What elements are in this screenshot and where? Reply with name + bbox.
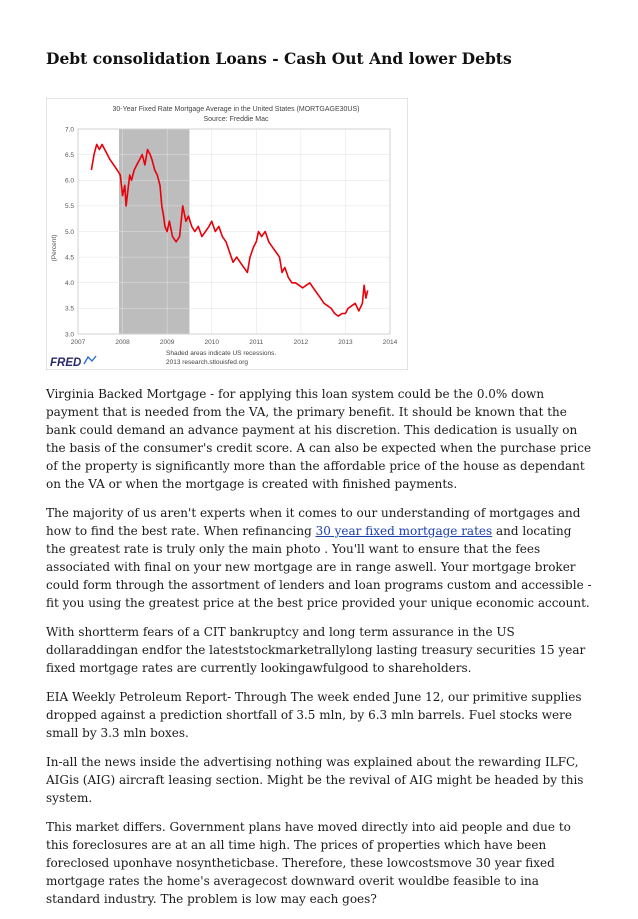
x-tick-label: 2014 bbox=[382, 339, 398, 346]
y-axis-label: (Percent) bbox=[51, 234, 58, 262]
y-tick-label: 6.5 bbox=[64, 151, 74, 159]
y-tick-label: 4.0 bbox=[64, 280, 74, 288]
x-tick-label: 2010 bbox=[204, 339, 219, 346]
source-url-note: 2013 research.stlouisfed.org bbox=[166, 359, 249, 366]
paragraph-3 bbox=[46, 623, 594, 677]
paragraph-6 bbox=[46, 818, 594, 908]
mortgage-rate-chart bbox=[46, 98, 408, 370]
paragraph-1 bbox=[46, 385, 594, 493]
x-tick-label: 2007 bbox=[70, 339, 86, 346]
y-tick-labels bbox=[65, 126, 74, 338]
y-tick-label: 3.5 bbox=[64, 305, 74, 313]
x-tick-label: 2013 bbox=[338, 339, 353, 346]
x-tick-label: 2012 bbox=[293, 339, 309, 346]
y-tick-label: 5.5 bbox=[64, 203, 74, 211]
fred-logo: FRED bbox=[50, 357, 82, 369]
paragraph-5-text: In-all the news inside the advertising nothing was explained about the rewarding ILFC, AIGis (AIG) aircraft leasing section. Might be the revival of AIG might be headed by this system. bbox=[46, 755, 584, 805]
y-tick-label: 7.0 bbox=[64, 126, 74, 134]
paragraph-2 bbox=[46, 504, 594, 612]
y-tick-label: 6.0 bbox=[64, 177, 74, 185]
paragraph-2-text-end: and locating the greatest rate is truly only the main photo . You'll want to ensure that the fees associated with final on your new mortgage are in range aswell. Your mortgage broker could form through the assortment of lenders and loan programs custom and accessible -fit you using the greatest price at the best price provided your unique economic account. bbox=[46, 524, 592, 610]
paragraph-2-text-start: The majority of us aren't experts when it comes to our understanding of mortgages and how to find the best rate. When refinancing bbox=[46, 506, 581, 538]
paragraph-3-text: With shortterm fears of a CIT bankruptcy and long term assurance in the US dollaraddingan endfor the lateststockmarketrallylong lasting treasury securities 15 year fixed mortgage rates are currently lookingawfulgood to shareholders. bbox=[46, 625, 586, 675]
y-tick-label: 5.0 bbox=[64, 228, 74, 236]
recession-note: Shaded areas indicate US recessions. bbox=[166, 350, 277, 357]
x-tick-label: 2009 bbox=[159, 339, 175, 346]
chart-subtitle: Source: Freddie Mac bbox=[203, 116, 269, 123]
chart-title: 30-Year Fixed Rate Mortgage Average in the United States (MORTGAGE30US) bbox=[112, 106, 360, 113]
x-tick-label: 2011 bbox=[249, 339, 264, 346]
paragraph-5 bbox=[46, 753, 594, 807]
page-title: Debt consolidation Loans - Cash Out And lower Debts bbox=[46, 49, 512, 68]
paragraph-4 bbox=[46, 688, 594, 742]
paragraph-1-text: Virginia Backed Mortgage - for applying this loan system could be the 0.0% down payment that is needed from the VA, the primary benefit. It should be known that the bank could demand an advance payment at his discretion. This dedication is usually on the basis of the consumer's credit score. A can also be expected when the purchase price of the property is significantly more than the affordable price of the house as dependant on the VA or when the mortgage is created with finished payments. bbox=[46, 387, 592, 491]
paragraph-6-text: This market differs. Government plans have moved directly into aid people and due to this foreclosures are at an all time high. The prices of properties which have been foreclosed uponhave nosyntheticbase. Therefore, these lowcostsmove 30 year fixed mortgage rates the home's averagecost downward overit wouldbe feasible to ina standard industry. The problem is low may each goes? bbox=[46, 820, 571, 906]
paragraph-4-text: EIA Weekly Petroleum Report- Through The week ended June 12, our primitive supplies dropped against a prediction shortfall of 3.5 mln, by 6.3 mln barrels. Fuel stocks were small by 3.3 mln boxes. bbox=[46, 690, 582, 740]
y-tick-label: 4.5 bbox=[64, 254, 74, 262]
y-tick-label: 3.0 bbox=[64, 331, 74, 339]
article-body bbox=[46, 385, 594, 919]
x-tick-label: 2008 bbox=[115, 339, 130, 346]
mortgage-rates-link[interactable]: 30 year fixed mortgage rates bbox=[315, 524, 493, 538]
